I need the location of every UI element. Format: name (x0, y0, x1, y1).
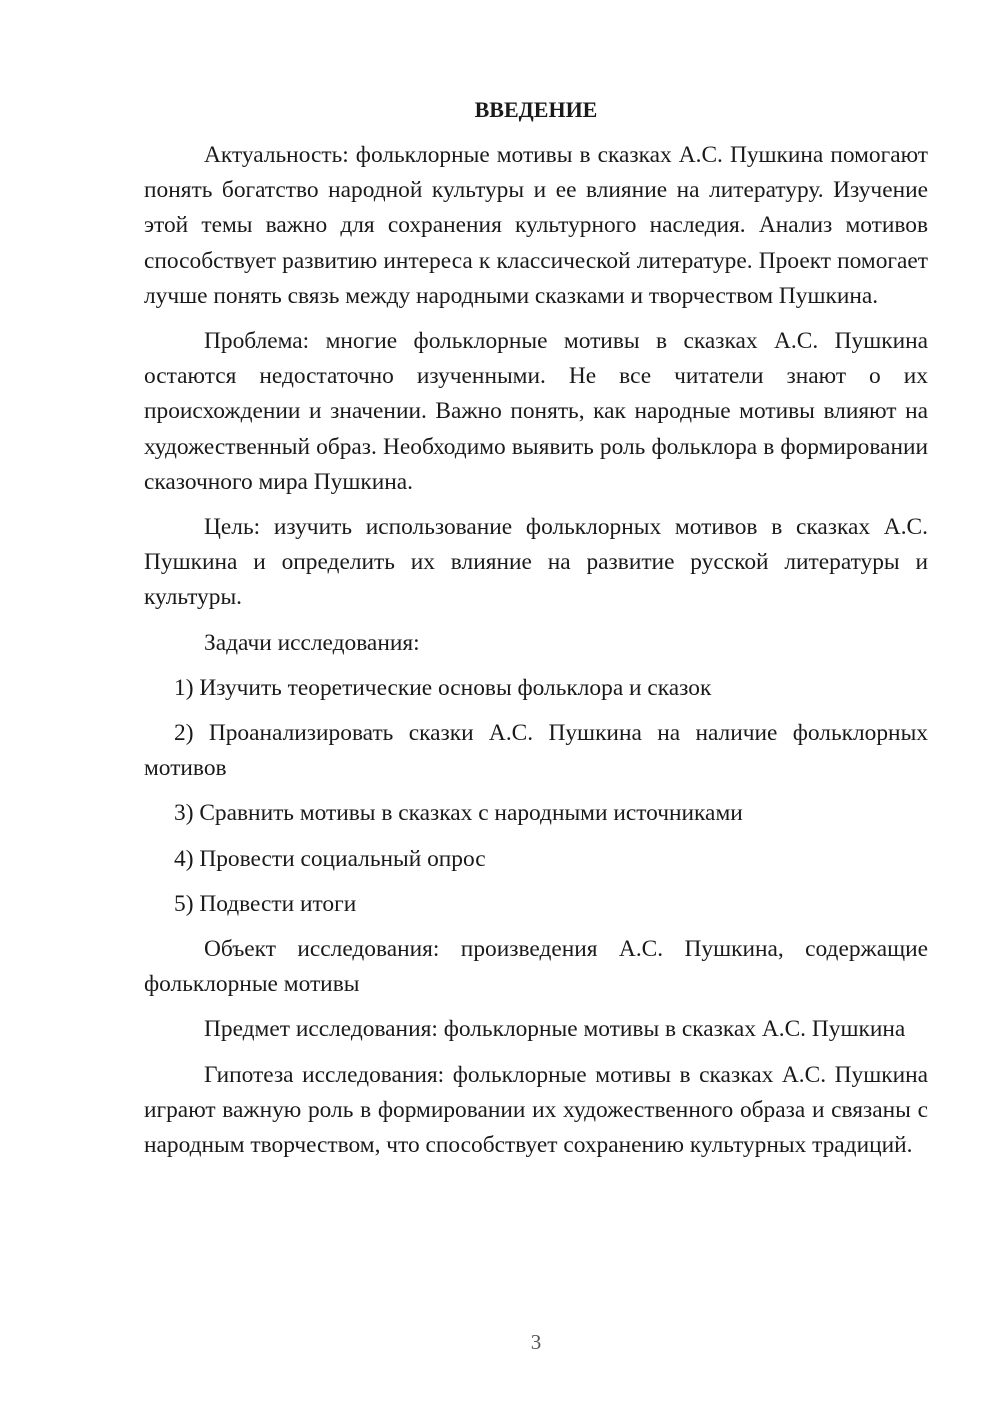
task-item-4: 4) Провести социальный опрос (174, 845, 486, 872)
relevance-paragraph: Актуальность: фольклорные мотивы в сказках А.С. Пушкина помогают понять богатство народной культуры и ее влияние на литературу. Изучение этой темы важно для сохранения культурного наследия. Анализ мотивов способствует развитию интереса к классической литературе. Проект помогает лучше понять связь между народными сказками и творчеством Пушкина. (144, 142, 928, 309)
object-paragraph: Объект исследования: произведения А.С. Пушкина, содержащие фольклорные мотивы (144, 936, 928, 998)
problem-paragraph: Проблема: многие фольклорные мотивы в сказках А.С. Пушкина остаются недостаточно изученными. Не все читатели знают о их происхождении и значении. Важно понять, как народные мотивы влияют на художественный образ. Необходимо выявить роль фольклора в формировании сказочного мира Пушкина. (144, 328, 928, 495)
page-number: 3 (530, 1330, 542, 1354)
subject-paragraph: Предмет исследования: фольклорные мотивы в сказках А.С. Пушкина (204, 1016, 906, 1043)
task-item-2: 2) Проанализировать сказки А.С. Пушкина на наличие фольклорных мотивов (144, 720, 928, 782)
task-item-3: 3) Сравнить мотивы в сказках с народными источниками (174, 800, 743, 827)
page-title: ВВЕДЕНИЕ (474, 97, 598, 122)
task-item-5: 5) Подвести итоги (174, 890, 357, 917)
hypothesis-paragraph: Гипотеза исследования: фольклорные мотивы в сказках А.С. Пушкина играют важную роль в формировании их художественного образа и связаны с народным творчеством, что способствует сохранению культурных традиций. (144, 1061, 928, 1159)
document-page (144, 92, 928, 1173)
tasks-heading: Задачи исследования: (204, 629, 420, 656)
goal-paragraph: Цель: изучить использование фольклорных мотивов в сказках А.С. Пушкина и определить их влияние на развитие русской литературы и культуры. (144, 514, 928, 611)
task-item-1: 1) Изучить теоретические основы фольклора и сказок (174, 674, 712, 701)
